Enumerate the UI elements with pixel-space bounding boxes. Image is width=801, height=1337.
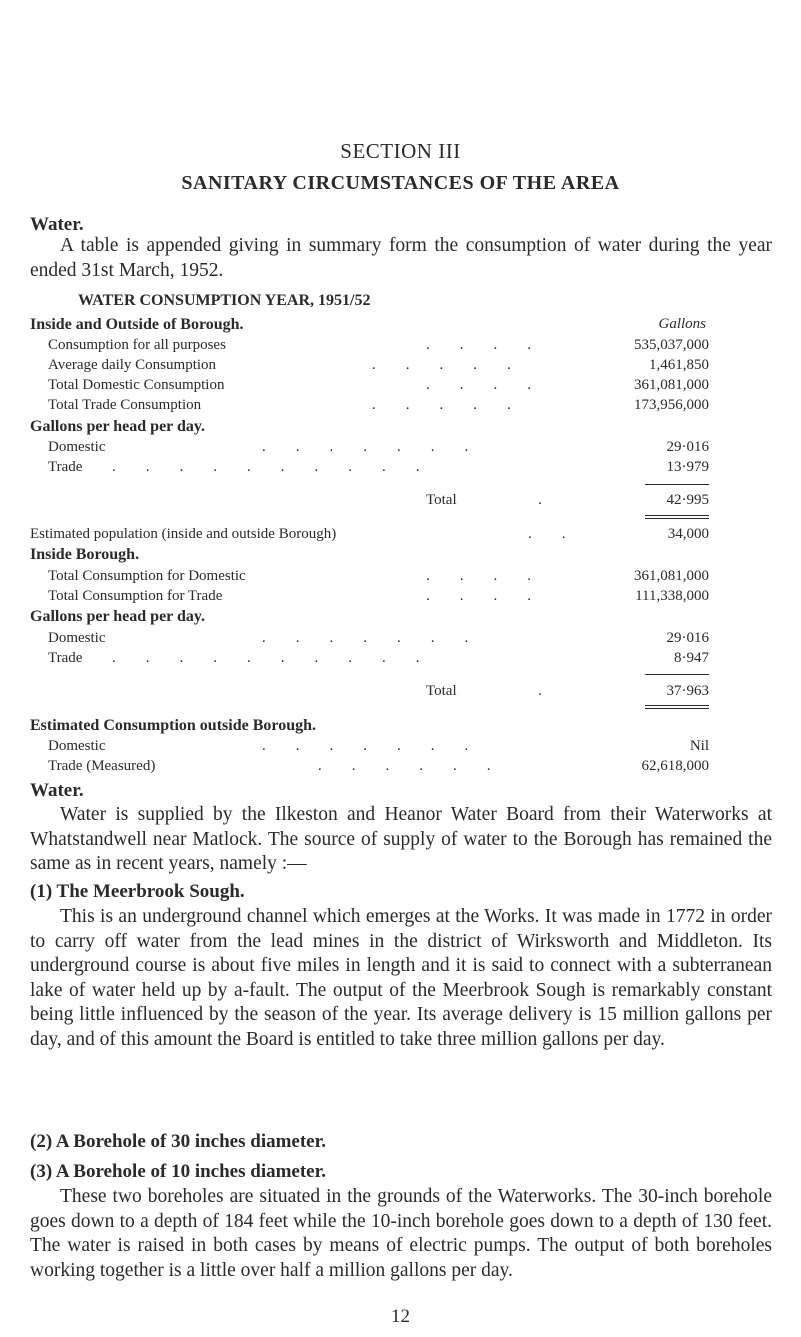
outside-heading: Estimated Consumption outside Borough. [30,717,316,734]
leader-dots: . . . . . . . [262,630,469,646]
inside-heading: Inside Borough. [30,546,140,563]
leader-dots: . . . . . . . . . . [112,650,420,666]
per-head-heading: Gallons per head per day. [30,608,205,625]
boreholes-paragraph: These two boreholes are situated in the grounds of the Waterworks. The 30-inch borehole goes down to a depth of 184 feet while the 10-inch borehole goes down to a depth of 130 feet. The water is raised in both cases by means of electric pumps. The output of both boreholes working together is a little over half a million gallons per day. [30,1186,772,1281]
row-value: 111,338,000 [635,588,709,604]
leader-dots: . . . . [426,588,531,604]
item-heading: (2) A Borehole of 30 inches diameter. [30,1131,327,1152]
population-label: Estimated population (inside and outside Borough) [30,526,337,542]
total-value: 37·963 [666,683,709,699]
total-rule [645,705,709,706]
row-label: Domestic [48,738,106,754]
row-value: 361,081,000 [634,377,709,393]
total-value: 42·995 [666,492,709,508]
row-label: Total Consumption for Trade [48,588,223,604]
sough-paragraph: This is an underground channel which emerges at the Works. It was made in 1772 in order to carry off water from the lead mines in the district of Wirksworth and Middleton. Its underground course is about five miles in length and it is said to connect with a subterranean lake of water held up by a-fault. The output of the Meerbrook Sough is remarkably constant being little influenced by the season of the year. Its average delivery is 15 million gallons per day, and of this amount the Board is entitled to take three million gallons per day. [30,906,772,1050]
intro-paragraph: A table is appended giving in summary form the consumption of water during the year ended 31st March, 1952. [30,235,772,281]
total-label: Total [426,492,457,508]
row-value: 29·016 [666,630,709,646]
row-label: Total Consumption for Domestic [48,568,246,584]
leader-dots: . . . . . [372,357,511,373]
leader-dots: . . . . . . . [262,439,469,455]
total-rule [645,518,709,519]
row-value: 1,461,850 [649,357,709,373]
total-rule [645,708,709,709]
row-value: 29·016 [666,439,709,455]
page-title: SANITARY CIRCUMSTANCES OF THE AREA [181,172,620,194]
leader-dots: . . . . . [372,397,511,413]
row-label: Consumption for all purposes [48,337,226,353]
subtotal-rule [645,484,709,485]
gallons-column-head: Gallons [658,316,706,332]
total-label: Total [426,683,457,699]
page-number: 12 [391,1306,410,1327]
total-rule [645,515,709,516]
row-label: Total Trade Consumption [48,397,202,413]
row-value: 62,618,000 [641,758,709,774]
row-value: 13·979 [666,459,709,475]
row-label: Average daily Consumption [48,357,217,373]
row-label: Trade [48,459,83,475]
row-label: Trade [48,650,83,666]
leader-dots: . . . . . . . [262,738,469,754]
supply-paragraph: Water is supplied by the Ilkeston and Heanor Water Board from their Waterworks at Whatstandwell near Matlock. The source of supply of water to the Borough has remained the same as in recent years, namely :— [30,804,772,874]
leader-dots: . . [528,526,566,542]
leader-dots: . . . . . . [318,758,491,774]
item-heading: (1) The Meerbrook Sough. [30,881,245,902]
row-value: 8·947 [674,650,709,666]
item-heading: (3) A Borehole of 10 inches diameter. [30,1161,327,1182]
leader-dots: . [538,492,542,508]
water-heading: Water. [30,214,84,235]
inside-outside-heading: Inside and Outside of Borough. [30,316,244,333]
row-value: 361,081,000 [634,568,709,584]
water-heading: Water. [30,780,84,801]
subtotal-rule [645,674,709,675]
row-label: Domestic [48,630,106,646]
leader-dots: . . . . [426,377,531,393]
leader-dots: . [538,683,542,699]
table-title: WATER CONSUMPTION YEAR, 1951/52 [78,292,371,309]
row-value: 535,037,000 [634,337,709,353]
row-label: Total Domestic Consumption [48,377,225,393]
row-label: Trade (Measured) [48,758,156,774]
row-value: 173,956,000 [634,397,709,413]
per-head-heading: Gallons per head per day. [30,418,205,435]
leader-dots: . . . . [426,337,531,353]
leader-dots: . . . . [426,568,531,584]
row-label: Domestic [48,439,106,455]
row-value: Nil [689,738,709,754]
section-label: SECTION III [340,139,461,163]
population-value: 34,000 [667,526,709,542]
leader-dots: . . . . . . . . . . [112,459,420,475]
